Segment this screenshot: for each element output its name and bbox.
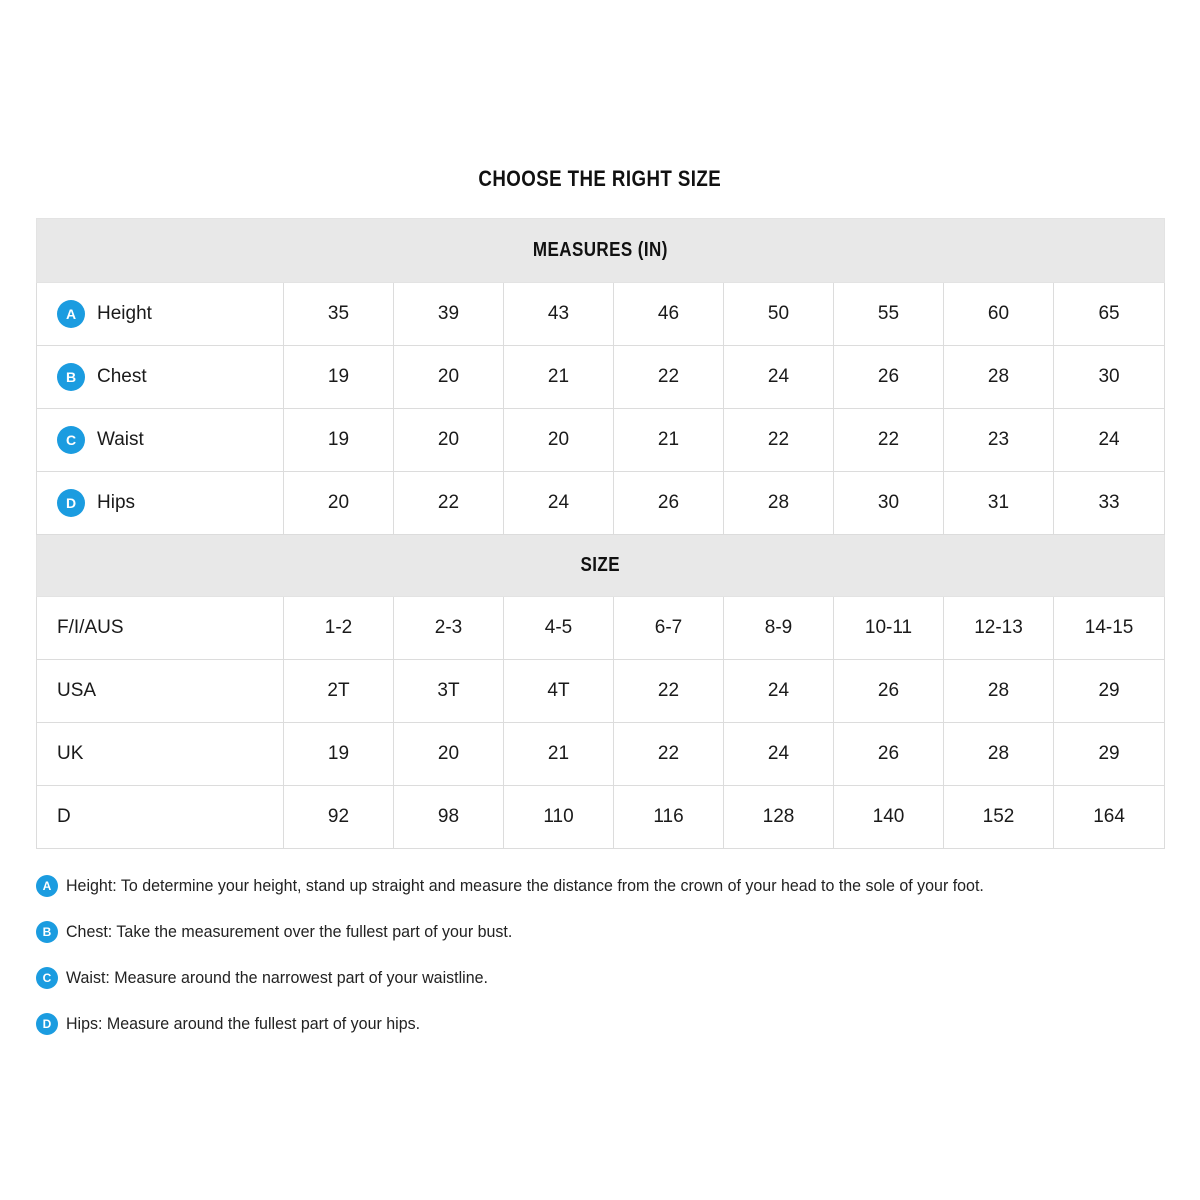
table-cell: 21 — [614, 409, 724, 472]
footnote-text: Chest: Take the measurement over the fullest part of your bust. — [66, 922, 513, 941]
row-label-waist — [37, 409, 284, 472]
table-row-usa — [37, 660, 1165, 723]
footnote-hips — [36, 1013, 1164, 1035]
footnote-waist — [36, 967, 1164, 989]
table-cell: 28 — [724, 472, 834, 535]
footnote-text: Height: To determine your height, stand up straight and measure the distance from the crown of your head to the sole of your foot. — [66, 876, 984, 895]
table-cell: 22 — [614, 346, 724, 409]
table-cell: 30 — [1054, 346, 1165, 409]
table-cell: 24 — [1054, 409, 1165, 472]
table-cell: 14-15 — [1054, 597, 1165, 660]
table-row-d — [37, 786, 1165, 849]
row-label-height — [37, 283, 284, 346]
table-cell: 8-9 — [724, 597, 834, 660]
table-cell: 20 — [394, 723, 504, 786]
row-label-usa: USA — [37, 660, 284, 723]
table-cell: 21 — [504, 346, 614, 409]
table-cell: 65 — [1054, 283, 1165, 346]
table-cell: 46 — [614, 283, 724, 346]
row-label-uk: UK — [37, 723, 284, 786]
table-cell: 22 — [724, 409, 834, 472]
badge-b-icon: B — [57, 363, 85, 391]
table-row-chest — [37, 346, 1165, 409]
row-label-fiaus: F/I/AUS — [37, 597, 284, 660]
page-title-text: CHOOSE THE RIGHT SIZE — [478, 166, 722, 191]
table-cell: 20 — [284, 472, 394, 535]
size-header-row — [37, 535, 1165, 597]
table-cell: 2-3 — [394, 597, 504, 660]
table-cell: 140 — [834, 786, 944, 849]
table-cell: 6-7 — [614, 597, 724, 660]
table-cell: 28 — [944, 723, 1054, 786]
table-cell: 22 — [614, 660, 724, 723]
badge-d-icon: D — [36, 1013, 58, 1035]
table-cell: 33 — [1054, 472, 1165, 535]
table-cell: 22 — [834, 409, 944, 472]
table-cell: 35 — [284, 283, 394, 346]
table-cell: 60 — [944, 283, 1054, 346]
table-row-uk — [37, 723, 1165, 786]
table-cell: 24 — [724, 723, 834, 786]
row-label-text: Waist — [97, 429, 144, 450]
table-cell: 50 — [724, 283, 834, 346]
table-cell: 128 — [724, 786, 834, 849]
table-cell: 39 — [394, 283, 504, 346]
footnote-text: Waist: Measure around the narrowest part of your waistline. — [66, 968, 488, 987]
size-chart-table — [36, 218, 1165, 849]
table-cell: 28 — [944, 660, 1054, 723]
page-title — [0, 0, 1200, 192]
table-cell: 29 — [1054, 723, 1165, 786]
footnote-chest — [36, 921, 1164, 943]
badge-a-icon: A — [36, 875, 58, 897]
table-cell: 24 — [504, 472, 614, 535]
table-cell: 19 — [284, 346, 394, 409]
table-cell: 26 — [834, 346, 944, 409]
row-label-hips — [37, 472, 284, 535]
measures-header-row — [37, 219, 1165, 283]
table-cell: 2T — [284, 660, 394, 723]
table-cell: 98 — [394, 786, 504, 849]
footnote-text: Hips: Measure around the fullest part of your hips. — [66, 1014, 421, 1033]
table-cell: 31 — [944, 472, 1054, 535]
table-cell: 24 — [724, 660, 834, 723]
table-cell: 23 — [944, 409, 1054, 472]
table-cell: 22 — [614, 723, 724, 786]
badge-c-icon: C — [36, 967, 58, 989]
badge-b-icon: B — [36, 921, 58, 943]
table-cell: 19 — [284, 723, 394, 786]
table-cell: 26 — [834, 723, 944, 786]
badge-d-icon: D — [57, 489, 85, 517]
table-cell: 4-5 — [504, 597, 614, 660]
table-cell: 26 — [614, 472, 724, 535]
table-cell: 22 — [394, 472, 504, 535]
table-row-waist — [37, 409, 1165, 472]
table-cell: 20 — [394, 346, 504, 409]
row-label-text: Height — [97, 303, 152, 324]
table-cell: 55 — [834, 283, 944, 346]
table-cell: 3T — [394, 660, 504, 723]
footnote-height — [36, 875, 1164, 897]
table-cell: 20 — [394, 409, 504, 472]
row-label-chest — [37, 346, 284, 409]
table-cell: 1-2 — [284, 597, 394, 660]
table-row-hips — [37, 472, 1165, 535]
table-cell: 10-11 — [834, 597, 944, 660]
table-cell: 92 — [284, 786, 394, 849]
table-cell: 19 — [284, 409, 394, 472]
table-cell: 26 — [834, 660, 944, 723]
badge-c-icon: C — [57, 426, 85, 454]
row-label-d: D — [37, 786, 284, 849]
row-label-text: Chest — [97, 366, 147, 387]
table-cell: 12-13 — [944, 597, 1054, 660]
badge-a-icon: A — [57, 300, 85, 328]
table-cell: 116 — [614, 786, 724, 849]
table-cell: 4T — [504, 660, 614, 723]
table-cell: 29 — [1054, 660, 1165, 723]
table-cell: 43 — [504, 283, 614, 346]
footnotes — [36, 875, 1164, 1035]
table-cell: 30 — [834, 472, 944, 535]
table-cell: 20 — [504, 409, 614, 472]
size-section-header: SIZE — [37, 535, 1165, 597]
table-cell: 24 — [724, 346, 834, 409]
table-row-height — [37, 283, 1165, 346]
table-cell: 152 — [944, 786, 1054, 849]
table-cell: 164 — [1054, 786, 1165, 849]
table-row-fiaus — [37, 597, 1165, 660]
table-cell: 28 — [944, 346, 1054, 409]
table-cell: 110 — [504, 786, 614, 849]
measures-section-header: MEASURES (IN) — [37, 219, 1165, 283]
row-label-text: Hips — [97, 492, 136, 513]
table-cell: 21 — [504, 723, 614, 786]
